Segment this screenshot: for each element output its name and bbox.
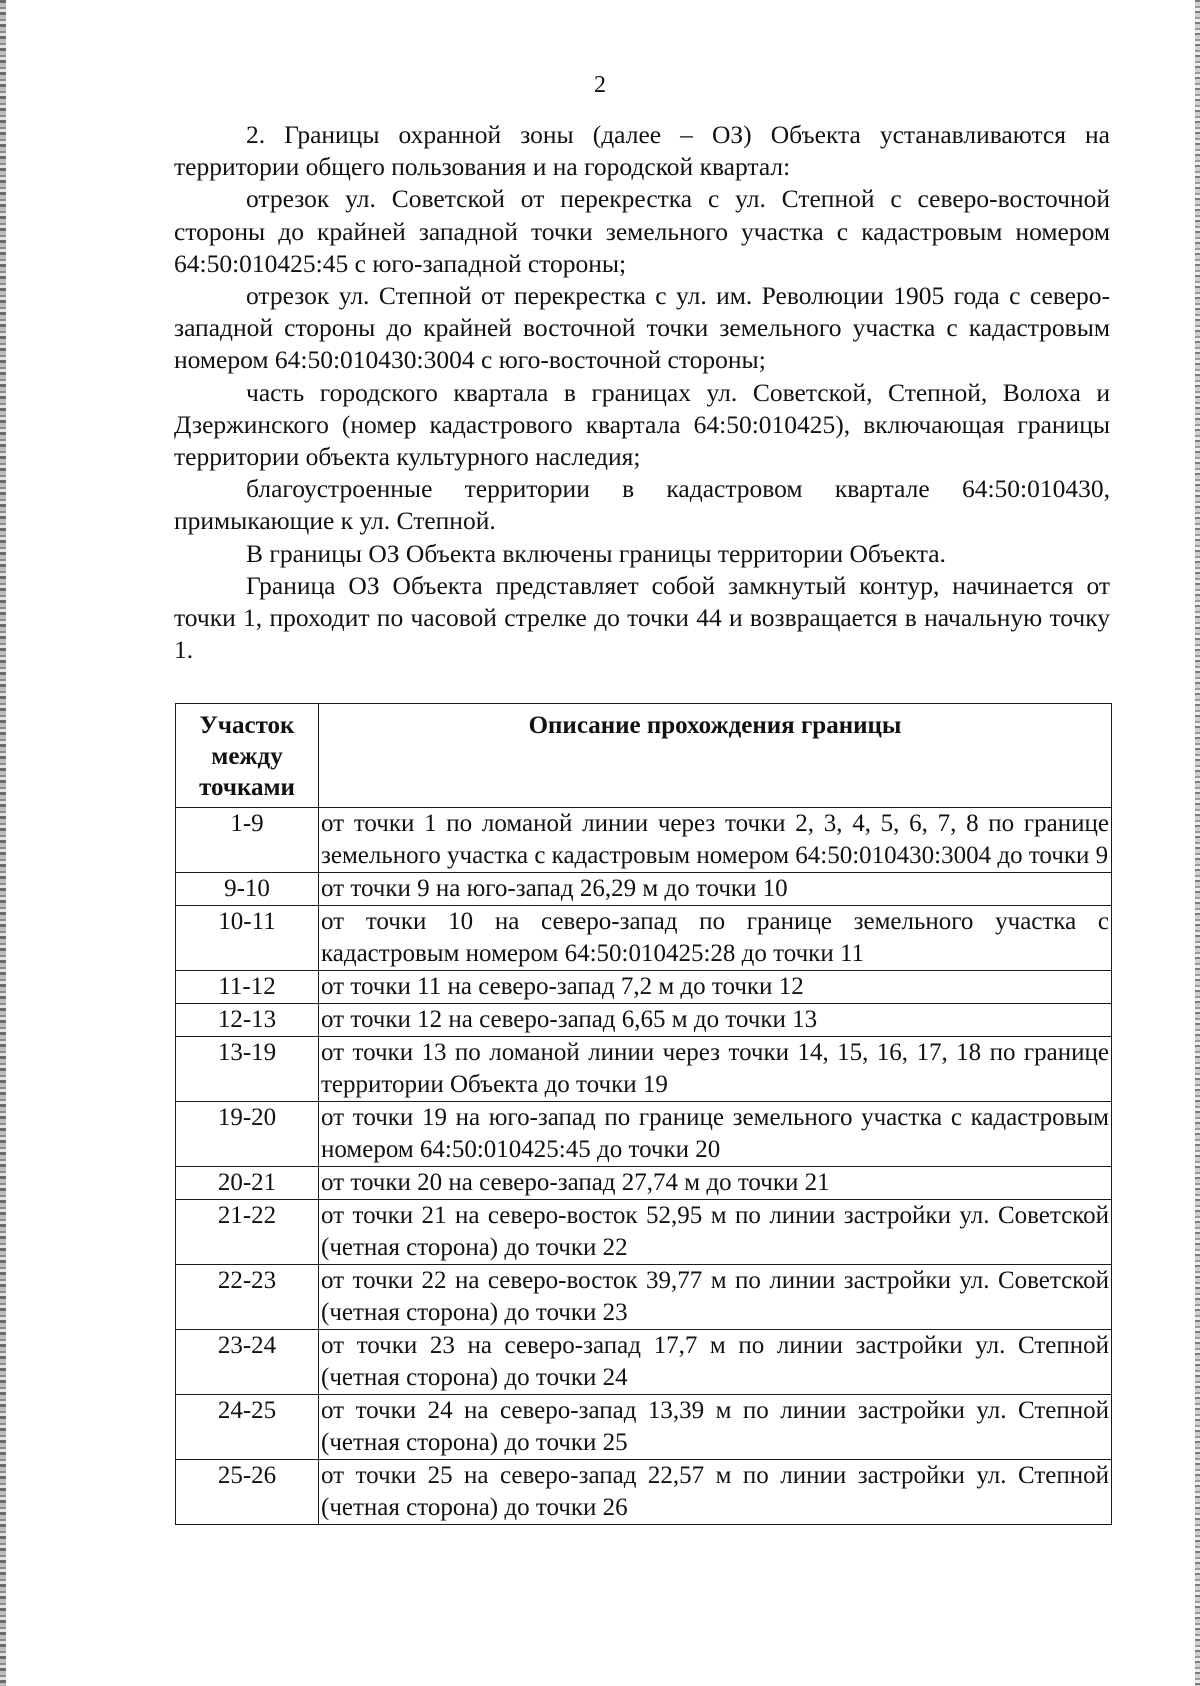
cell-description: от точки 1 по ломаной линии через точки 2, 3, 4, 5, 6, 7, 8 по границе земельного участка с кадастровым номером 64:50:010430:3004 до точки 9 (319, 808, 1112, 873)
cell-segment: 1-9 (176, 808, 319, 873)
column-header-description: Описание прохождения границы (319, 704, 1112, 808)
cell-segment: 19-20 (176, 1102, 319, 1167)
cell-segment: 10-11 (176, 906, 319, 971)
cell-segment: 11-12 (176, 971, 319, 1004)
scan-edge-right (1195, 0, 1200, 1686)
cell-description: от точки 12 на северо-запад 6,65 м до точки 13 (319, 1004, 1112, 1037)
table-row (176, 1460, 1112, 1525)
table-row (176, 1004, 1112, 1037)
paragraph-zone-definition: 2. Границы охранной зоны (далее – ОЗ) Объекта устанавливаются на территории общего пользования и на городской квартал: (174, 120, 1110, 182)
cell-segment: 23-24 (176, 1330, 319, 1395)
cell-description: от точки 24 на северо-запад 13,39 м по линии застройки ул. Степной (четная сторона) до точки 25 (319, 1395, 1112, 1460)
paragraph-contour-description: Граница ОЗ Объекта представляет собой замкнутый контур, начинается от точки 1, проходит по часовой стрелке до точки 44 и возвращается в начальную точку 1. (174, 570, 1110, 665)
table-row (176, 1167, 1112, 1200)
paragraph-sovetskaya-segment: отрезок ул. Советской от перекрестка с ул. Степной с северо-восточной стороны до крайней западной точки земельного участка с кадастровым номером 64:50:010425:45 с юго-западной стороны; (174, 184, 1110, 278)
table-row (176, 906, 1112, 971)
table-row (176, 1200, 1112, 1265)
cell-segment: 25-26 (176, 1460, 319, 1525)
cell-description: от точки 10 на северо-запад по границе земельного участка с кадастровым номером 64:50:010425:28 до точки 11 (319, 906, 1112, 971)
cell-description: от точки 22 на северо-восток 39,77 м по линии застройки ул. Советской (четная сторона) до точки 23 (319, 1265, 1112, 1330)
cell-segment: 21-22 (176, 1200, 319, 1265)
table-row (176, 971, 1112, 1004)
table-row (176, 1395, 1112, 1460)
cell-segment: 20-21 (176, 1167, 319, 1200)
cell-description: от точки 23 на северо-запад 17,7 м по линии застройки ул. Степной (четная сторона) до точки 24 (319, 1330, 1112, 1395)
cell-segment: 12-13 (176, 1004, 319, 1037)
paragraph-landscaped-areas: благоустроенные территории в кадастровом квартале 64:50:010430, примыкающие к ул. Степной. (174, 474, 1110, 536)
paragraph-included-territory: В границы ОЗ Объекта включены границы территории Объекта. (246, 538, 946, 568)
paragraph-city-block: часть городского квартала в границах ул. Советской, Степной, Волоха и Дзержинского (номер кадастрового квартала 64:50:010425), включающая границы территории объекта культурного наследия; (174, 377, 1110, 472)
cell-segment: 22-23 (176, 1265, 319, 1330)
table-body (176, 808, 1112, 1525)
cell-description: от точки 20 на северо-запад 27,74 м до точки 21 (319, 1167, 1112, 1200)
table-row (176, 1330, 1112, 1395)
cell-description: от точки 13 по ломаной линии через точки 14, 15, 16, 17, 18 по границе территории Объекта до точки 19 (319, 1037, 1112, 1102)
cell-description: от точки 25 на северо-запад 22,57 м по линии застройки ул. Степной (четная сторона) до точки 26 (319, 1460, 1112, 1525)
cell-segment: 13-19 (176, 1037, 319, 1102)
cell-segment: 9-10 (176, 873, 319, 906)
column-header-segment: Участок между точками (176, 704, 319, 808)
table-row (176, 1265, 1112, 1330)
table-row (176, 1102, 1112, 1167)
table-header-row (176, 704, 1112, 808)
scan-edge-left (0, 0, 6, 1686)
table-row (176, 873, 1112, 906)
cell-segment: 24-25 (176, 1395, 319, 1460)
cell-description: от точки 11 на северо-запад 7,2 м до точки 12 (319, 971, 1112, 1004)
paragraph-stepnaya-segment: отрезок ул. Степной от перекрестка с ул. им. Революции 1905 года с северо-западной стороны до крайней восточной точки земельного участка с кадастровым номером 64:50:010430:3004 с юго-восточной стороны; (174, 281, 1110, 375)
cell-description: от точки 19 на юго-запад по границе земельного участка с кадастровым номером 64:50:010425:45 до точки 20 (319, 1102, 1112, 1167)
page-number: 2 (594, 72, 606, 98)
cell-description: от точки 9 на юго-запад 26,29 м до точки 10 (319, 873, 1112, 906)
table-row (176, 1037, 1112, 1102)
table-row (176, 808, 1112, 873)
body-text (174, 119, 1110, 666)
boundary-table (175, 703, 1112, 1525)
cell-description: от точки 21 на северо-восток 52,95 м по линии застройки ул. Советской (четная сторона) до точки 22 (319, 1200, 1112, 1265)
